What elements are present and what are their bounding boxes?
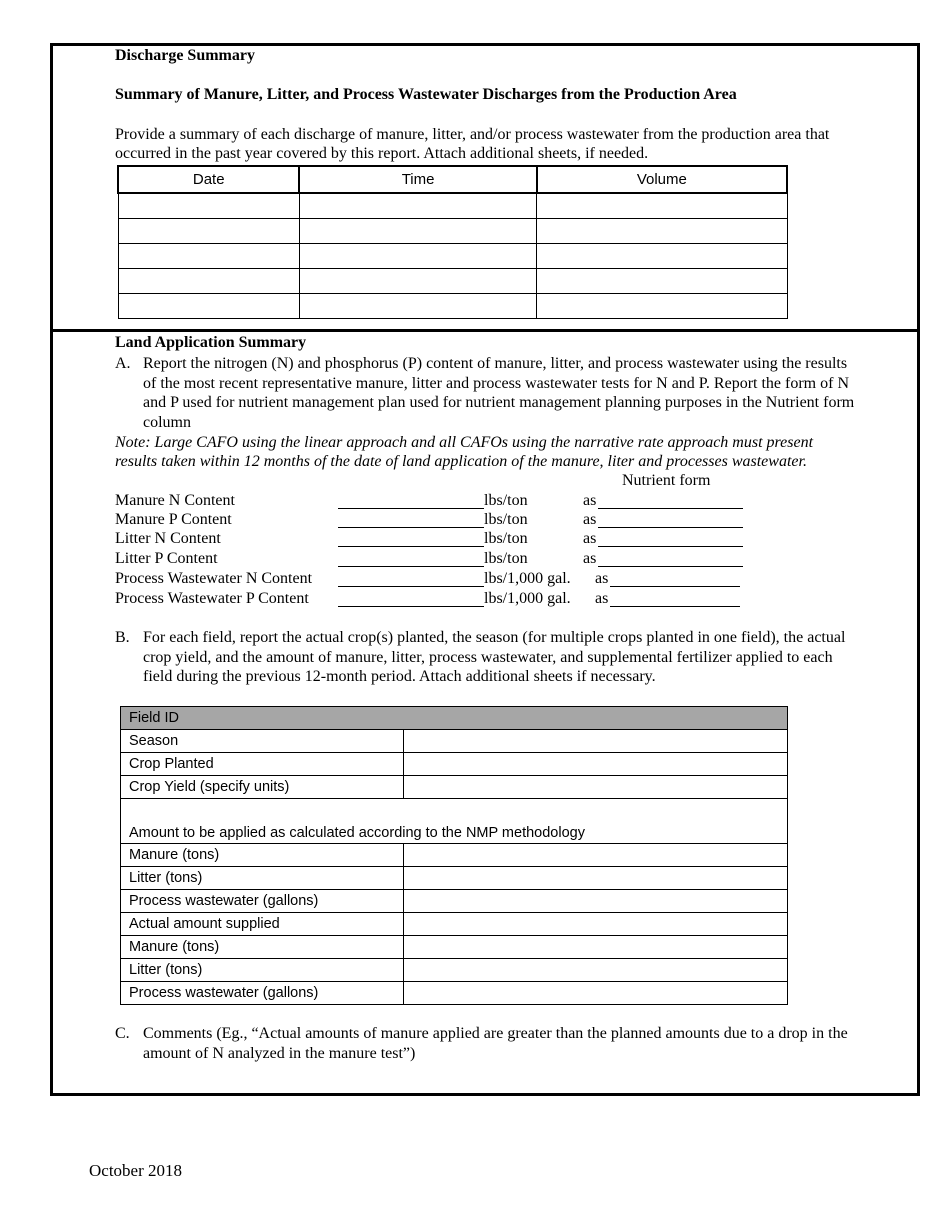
field-id-header-row — [121, 707, 788, 730]
nutrient-as-label: as — [583, 511, 597, 528]
field-table — [120, 706, 788, 1005]
table-row — [118, 269, 787, 294]
table-row — [118, 219, 787, 244]
nutrient-value-blank[interactable] — [338, 491, 484, 509]
footer-date: October 2018 — [89, 1161, 183, 1180]
item-a-line-2: of the most recent representative manure, litter and process wastewater tests for N and P. Report the form of N — [143, 374, 849, 392]
row-label: Litter (tons) — [121, 867, 404, 890]
item-a-line-3: and P used for nutrient management plan used for nutrient management planning purposes in the Nutrient form — [143, 394, 855, 411]
nutrient-as-label: as — [583, 492, 597, 509]
nmp-methodology-row — [121, 799, 788, 844]
discharge-table — [117, 165, 788, 319]
volume-cell[interactable] — [537, 269, 787, 294]
row-label: Litter (tons) — [121, 959, 404, 982]
actual-wastewater-value-cell[interactable] — [403, 982, 787, 1005]
nutrient-label: Manure N Content — [115, 492, 235, 509]
nutrient-as-label: as — [583, 530, 597, 547]
nutrient-unit: lbs/ton — [484, 492, 528, 509]
note-line-2: results taken within 12 months of the date of land application of the manure, liter and processes wastewater. — [115, 453, 807, 470]
crop-yield-value-cell[interactable] — [403, 776, 787, 799]
item-b-line-2: crop yield, and the amount of manure, litter, process wastewater, and supplemental fertilizer applied to each — [143, 648, 833, 666]
row-label: Crop Planted — [121, 753, 404, 776]
nutrient-value-blank[interactable] — [338, 589, 484, 607]
item-c-letter: C. — [115, 1025, 130, 1042]
table-row — [121, 776, 788, 799]
table-row — [118, 193, 787, 219]
date-cell[interactable] — [118, 294, 299, 319]
nutrient-row-wastewater-p — [115, 589, 765, 609]
row-label: Process wastewater (gallons) — [121, 982, 404, 1005]
item-a-line-1: Report the nitrogen (N) and phosphorus (P) content of manure, litter, and process wastewater using the results — [143, 355, 848, 372]
crop-planted-value-cell[interactable] — [403, 753, 787, 776]
nutrient-form-label: Nutrient form — [622, 472, 711, 489]
table-row — [121, 730, 788, 753]
field-id-header: Field ID — [121, 707, 788, 730]
date-cell[interactable] — [118, 269, 299, 294]
table-row — [121, 936, 788, 959]
nutrient-label: Litter N Content — [115, 530, 221, 547]
item-b-letter: B. — [115, 629, 130, 646]
table-row — [118, 244, 787, 269]
item-a-line-4: column — [143, 413, 191, 431]
item-a-letter: A. — [115, 355, 131, 372]
nutrient-value-blank[interactable] — [338, 569, 484, 587]
date-cell[interactable] — [118, 244, 299, 269]
row-label: Manure (tons) — [121, 936, 404, 959]
nutrient-as-label: as — [595, 570, 609, 587]
discharge-table-header-row — [118, 166, 787, 193]
item-c-line-1: Comments (Eg., “Actual amounts of manure applied are greater than the planned amounts due to a drop in the — [143, 1025, 848, 1042]
nutrient-form-blank[interactable] — [598, 549, 743, 567]
nutrient-row-manure-p — [115, 510, 765, 530]
nutrient-unit: lbs/ton — [484, 511, 528, 528]
table-row — [121, 753, 788, 776]
nmp-methodology-label: Amount to be applied as calculated according to the NMP methodology — [121, 799, 788, 844]
discharge-summary-subheading: Summary of Manure, Litter, and Process Wastewater Discharges from the Production Area — [115, 86, 737, 103]
nutrient-row-wastewater-n — [115, 569, 765, 589]
nutrient-form-blank[interactable] — [598, 491, 743, 509]
discharge-summary-heading: Discharge Summary — [115, 47, 255, 64]
nutrient-unit: lbs/ton — [484, 530, 528, 547]
nutrient-value-blank[interactable] — [338, 529, 484, 547]
nutrient-label: Manure P Content — [115, 511, 232, 528]
table-row — [121, 890, 788, 913]
nutrient-row-litter-n — [115, 529, 765, 549]
item-b-text — [143, 628, 905, 687]
actual-litter-value-cell[interactable] — [403, 959, 787, 982]
nutrient-value-blank[interactable] — [338, 510, 484, 528]
nutrient-as-label: as — [595, 590, 609, 607]
volume-cell[interactable] — [537, 193, 787, 219]
date-cell[interactable] — [118, 193, 299, 219]
row-label: Crop Yield (specify units) — [121, 776, 404, 799]
planned-wastewater-value-cell[interactable] — [403, 890, 787, 913]
nutrient-form-blank[interactable] — [610, 569, 740, 587]
nutrient-label: Litter P Content — [115, 550, 218, 567]
table-row — [121, 959, 788, 982]
nutrient-row-litter-p — [115, 549, 765, 569]
nutrient-value-blank[interactable] — [338, 549, 484, 567]
column-header-date: Date — [118, 166, 299, 193]
nutrient-label: Process Wastewater P Content — [115, 590, 309, 607]
nutrient-unit: lbs/1,000 gal. — [484, 590, 571, 607]
column-header-volume: Volume — [537, 166, 787, 193]
nutrient-form-blank[interactable] — [598, 529, 743, 547]
nutrient-form-blank[interactable] — [610, 589, 740, 607]
actual-amount-value-cell[interactable] — [403, 913, 787, 936]
item-a-text — [143, 354, 905, 432]
row-label: Manure (tons) — [121, 844, 404, 867]
volume-cell[interactable] — [537, 219, 787, 244]
time-cell[interactable] — [299, 269, 536, 294]
planned-litter-value-cell[interactable] — [403, 867, 787, 890]
table-row — [121, 982, 788, 1005]
item-b-line-3: field during the previous 12-month period. Attach additional sheets if necessary. — [143, 668, 656, 685]
nutrient-label: Process Wastewater N Content — [115, 570, 313, 587]
table-row — [121, 913, 788, 936]
note-line-1: Note: Large CAFO using the linear approach and all CAFOs using the narrative rate approach must present — [115, 434, 814, 451]
nutrient-form-blank[interactable] — [598, 510, 743, 528]
nutrient-as-label: as — [583, 550, 597, 567]
nutrient-unit: lbs/ton — [484, 550, 528, 567]
item-b-line-1: For each field, report the actual crop(s) planted, the season (for multiple crops planted in one field), the actual — [143, 629, 846, 646]
table-row — [121, 867, 788, 890]
land-application-heading: Land Application Summary — [115, 334, 307, 351]
nutrient-unit: lbs/1,000 gal. — [484, 570, 571, 587]
season-value-cell[interactable] — [403, 730, 787, 753]
volume-cell[interactable] — [537, 244, 787, 269]
discharge-intro-line-2: occurred in the past year covered by this report. Attach additional sheets, if needed. — [115, 145, 649, 162]
nutrient-row-manure-n — [115, 491, 765, 511]
item-c-line-2: amount of N analyzed in the manure test”) — [143, 1044, 416, 1062]
discharge-intro-line-1: Provide a summary of each discharge of manure, litter, and/or process wastewater from the production area that — [115, 126, 830, 143]
actual-manure-value-cell[interactable] — [403, 936, 787, 959]
row-label: Process wastewater (gallons) — [121, 890, 404, 913]
row-label: Season — [121, 730, 404, 753]
planned-manure-value-cell[interactable] — [403, 844, 787, 867]
time-cell[interactable] — [299, 219, 536, 244]
table-row — [121, 844, 788, 867]
column-header-time: Time — [299, 166, 536, 193]
time-cell[interactable] — [299, 244, 536, 269]
row-label: Actual amount supplied — [121, 913, 404, 936]
volume-cell[interactable] — [537, 294, 787, 319]
date-cell[interactable] — [118, 219, 299, 244]
time-cell[interactable] — [299, 193, 536, 219]
table-row — [118, 294, 787, 319]
item-c-text — [143, 1024, 905, 1063]
time-cell[interactable] — [299, 294, 536, 319]
